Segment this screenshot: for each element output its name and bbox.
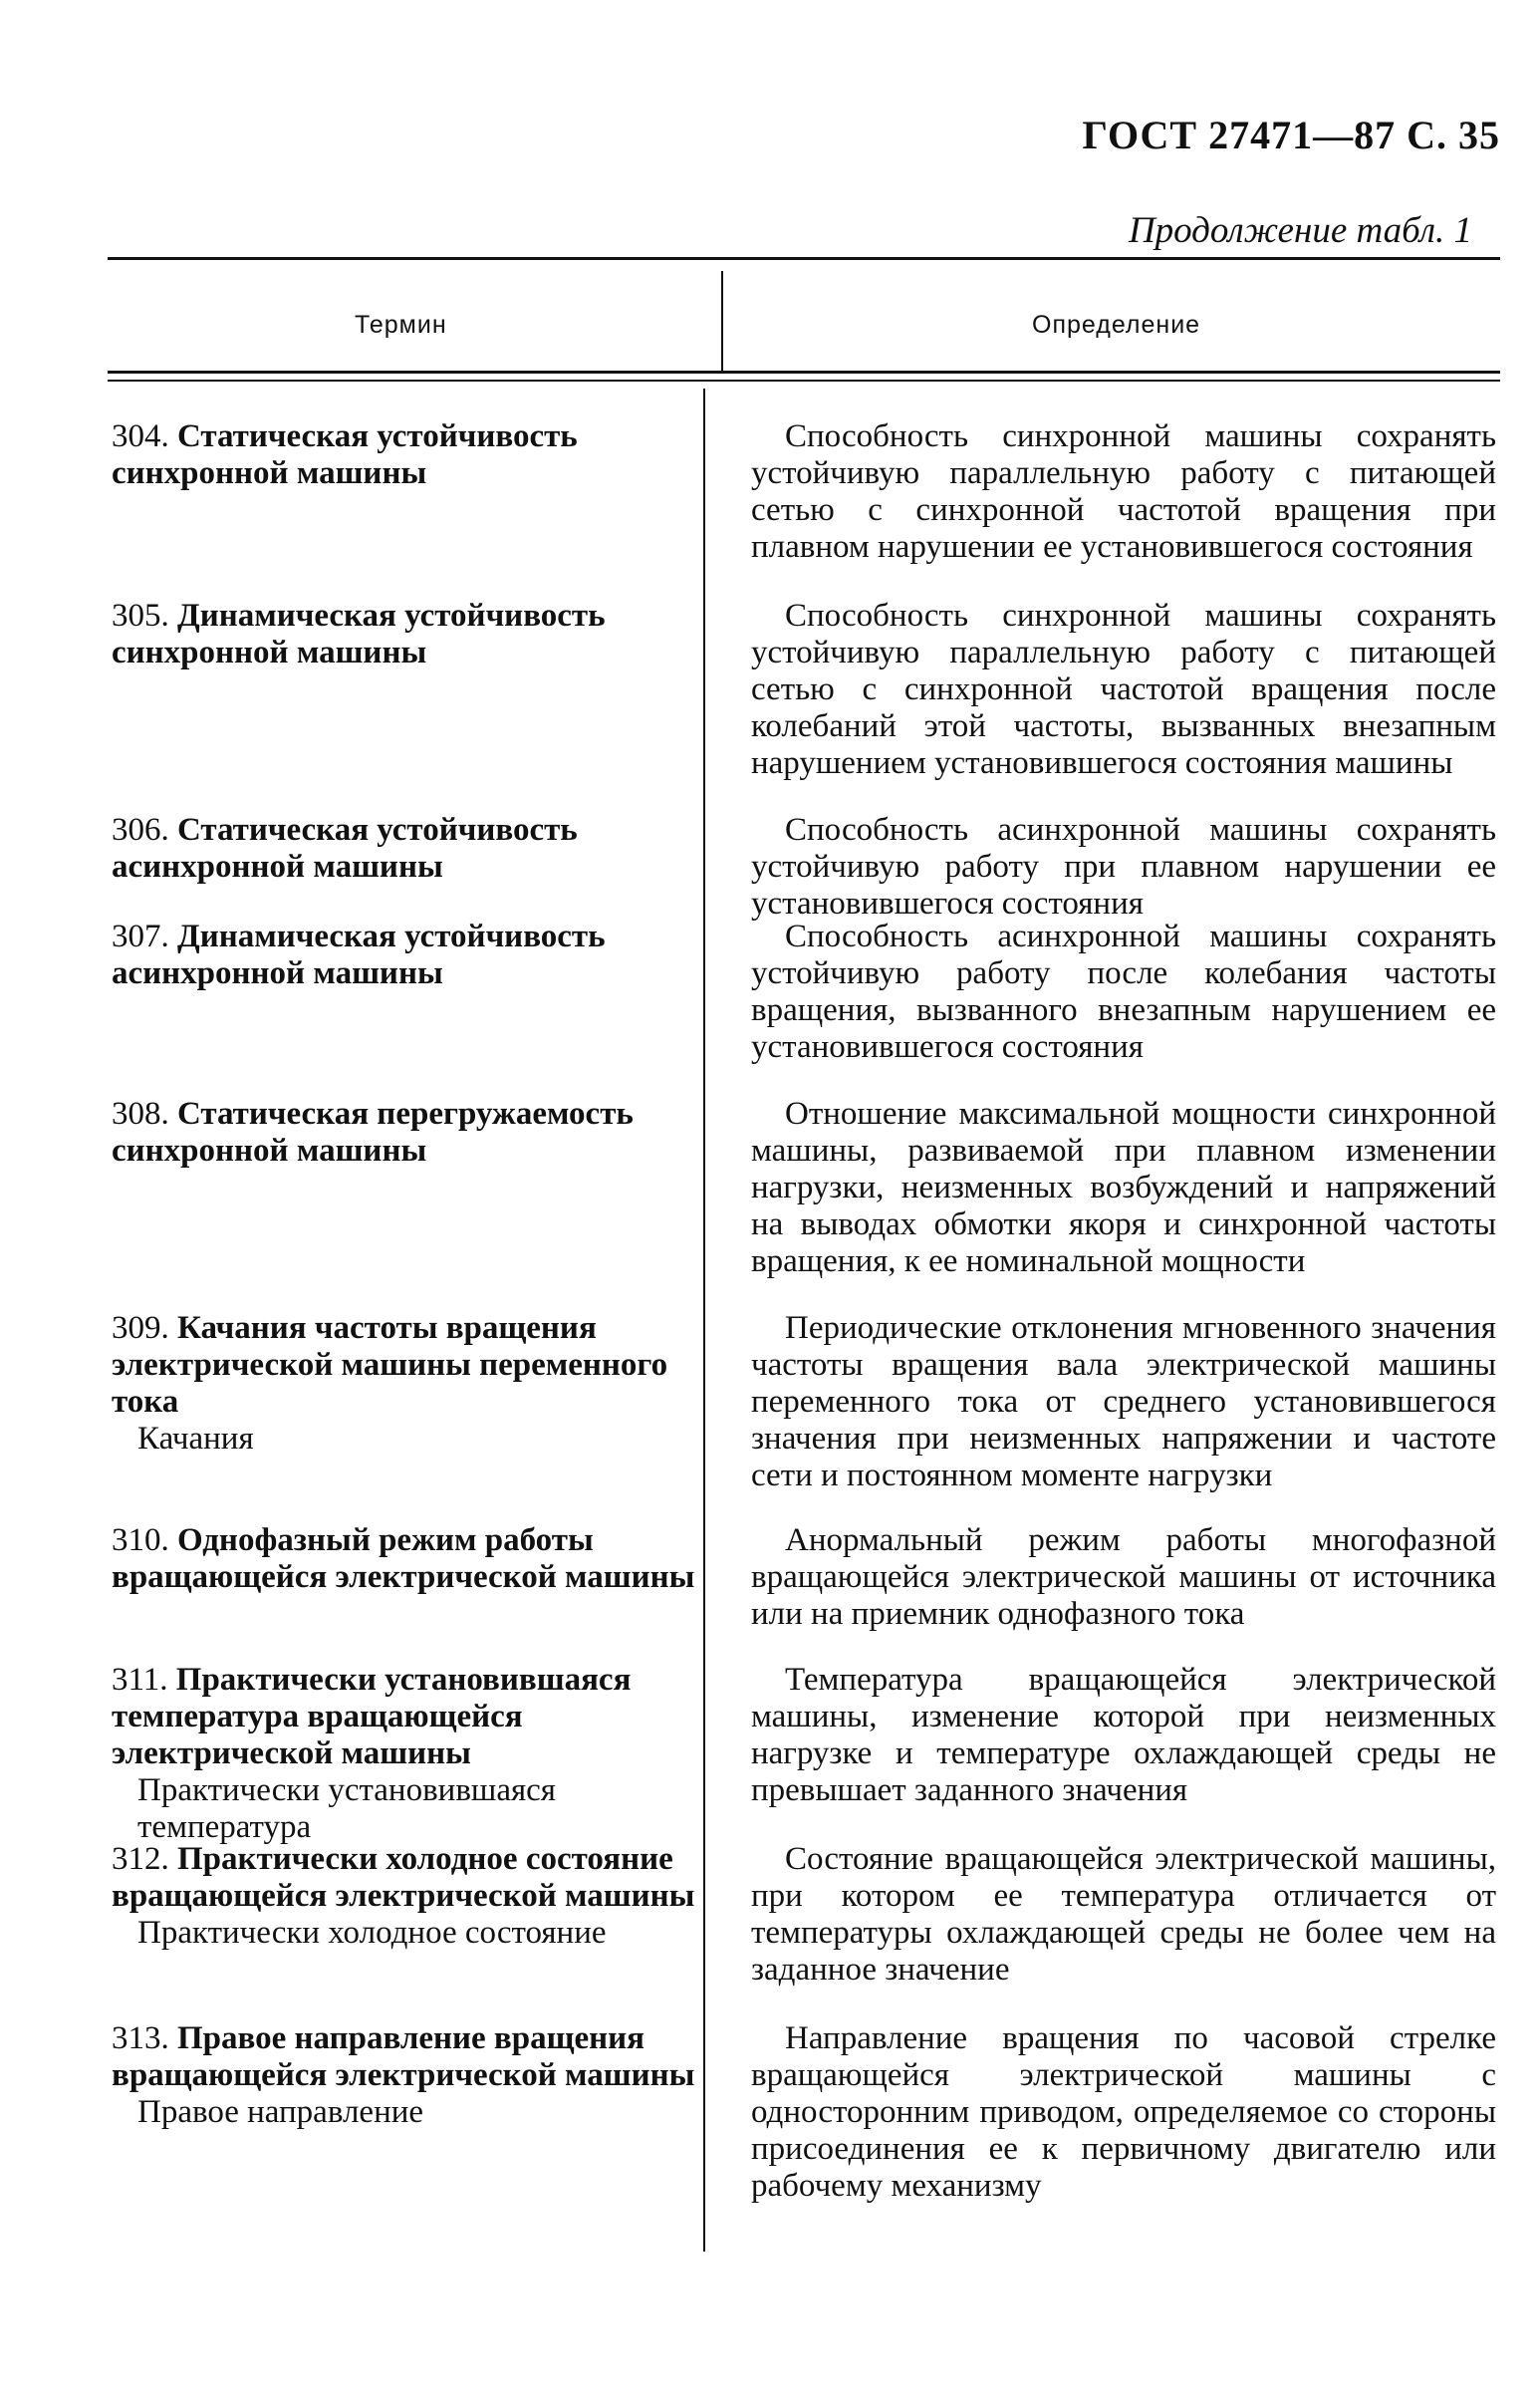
term-305 (112, 598, 699, 671)
term-309 (112, 1310, 699, 1458)
page-number-header: ГОСТ 27471—87 С. 35 (1082, 113, 1500, 157)
definition-304: Способность синхронной машины сохранять устойчивую параллельную работу с питающей сетью с синхронной частотой вращения при плавном нарушении ее установившегося состояния (751, 418, 1496, 565)
term-313 (112, 2020, 699, 2131)
term-synonym: Качания (137, 1421, 254, 1457)
table-top-rule (108, 257, 1500, 260)
term-synonym: Практически холодное состояние (137, 1915, 607, 1951)
term-text: Правое направление вращения вращающейся электрической машины (112, 2020, 695, 2093)
term-number: 311. (112, 1662, 168, 1698)
term-text: Статическая устойчивость синхронной машины (112, 418, 578, 491)
term-number: 310. (112, 1522, 169, 1558)
definition-310: Анормальный режим работы многофазной вращающейся электрической машины от источника или на приемник однофазного тока (751, 1522, 1496, 1632)
term-312 (112, 1841, 699, 1952)
term-number: 308. (112, 1096, 169, 1132)
definition-312: Состояние вращающейся электрической машины, при котором ее температура отличается от температуры охлаждающей среды не более чем на заданное значение (751, 1841, 1496, 1988)
term-synonym: Практически установившаяся температура (137, 1772, 556, 1845)
term-number: 312. (112, 1841, 169, 1877)
table-header-rule (108, 371, 1500, 374)
term-text: Динамическая устойчивость синхронной машины (112, 598, 606, 670)
term-text: Практически холодное состояние вращающейся электрической машины (112, 1841, 695, 1914)
definition-311: Температура вращающейся электрической машины, изменение которой при неизменных нагрузке и температуре охлаждающей среды не превышает заданного значения (751, 1662, 1496, 1808)
term-number: 309. (112, 1310, 169, 1346)
term-number: 313. (112, 2020, 169, 2056)
term-synonym: Правое направление (137, 2094, 424, 2130)
term-text: Динамическая устойчивость асинхронной машины (112, 919, 606, 991)
table-header-rule-second (108, 380, 1500, 382)
term-text: Практически установившаяся температура вращающейся электрической машины (112, 1662, 632, 1771)
term-306 (112, 812, 699, 886)
term-text: Статическая устойчивость асинхронной машины (112, 812, 578, 885)
definition-column-header: Определение (1032, 311, 1201, 339)
term-column-header: Термин (355, 311, 447, 339)
term-number: 307. (112, 919, 169, 954)
definition-305: Способность синхронной машины сохранять устойчивую параллельную работу с питающей сетью с синхронной частотой вращения после колебаний этой частоты, вызванных внезапным нарушением установившегося состояния машины (751, 598, 1496, 781)
term-308 (112, 1096, 699, 1170)
definition-308: Отношение максимальной мощности синхронной машины, развиваемой при плавном изменении нагрузки, неизменных возбуждений и напряжений на выводах обмотки якоря и синхронной частоты вращения, к ее номинальной мощности (751, 1096, 1496, 1279)
term-307 (112, 919, 699, 992)
definition-307: Способность асинхронной машины сохранять устойчивую работу после колебания частоты вращения, вызванного внезапным нарушением ее установившегося состояния (751, 919, 1496, 1065)
term-number: 305. (112, 598, 169, 634)
term-text: Качания частоты вращения электрической машины переменного тока (112, 1310, 668, 1420)
term-310 (112, 1522, 699, 1596)
table-continuation-label: Продолжение табл. 1 (1128, 210, 1472, 251)
body-column-divider (703, 389, 705, 2252)
header-column-divider (721, 271, 723, 371)
term-304 (112, 418, 699, 492)
term-number: 304. (112, 418, 169, 454)
term-311 (112, 1662, 699, 1846)
definition-313: Направление вращения по часовой стрелке вращающейся электрической машины с односторонним приводом, определяемое со стороны присоединения ее к первичному двигателю или рабочему механизму (751, 2020, 1496, 2204)
term-text: Однофазный режим работы вращающейся электрической машины (112, 1522, 695, 1595)
definition-306: Способность асинхронной машины сохранять устойчивую работу при плавном нарушении ее установившегося состояния (751, 812, 1496, 922)
definition-309: Периодические отклонения мгновенного значения частоты вращения вала электрической машины переменного тока от среднего установившегося значения при неизменных напряжении и частоте сети и постоянном моменте нагрузки (751, 1310, 1496, 1493)
term-number: 306. (112, 812, 169, 848)
term-text: Статическая перегружаемость синхронной машины (112, 1096, 634, 1169)
